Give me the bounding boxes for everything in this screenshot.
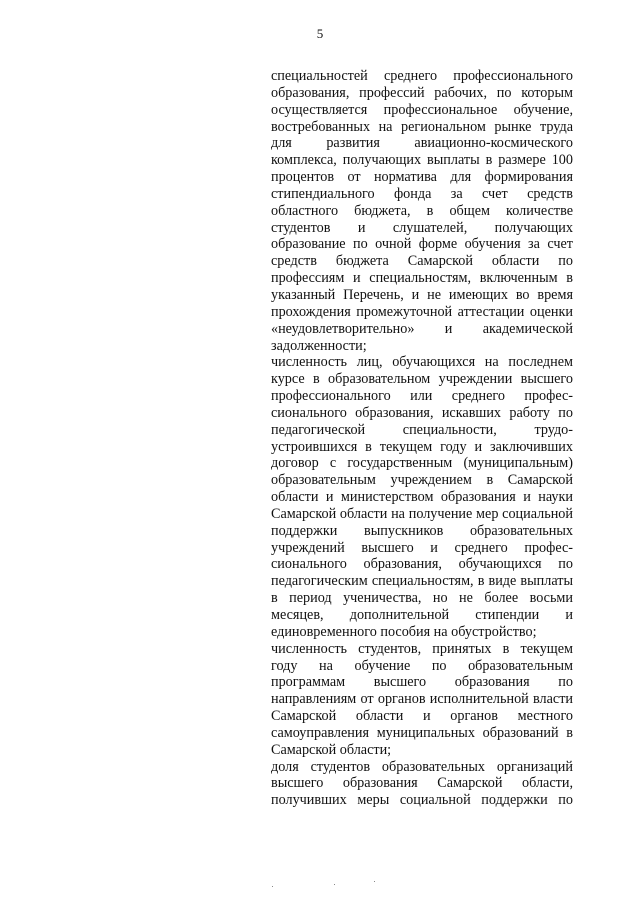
text-line: высшего образования Самарской области,	[271, 775, 573, 792]
text-line: поддержки выпускников образовательных	[271, 522, 573, 539]
text-line: комплекса, получающих выплаты в размере 100	[271, 152, 573, 169]
text-line: сионального образования, обучающихся по	[271, 556, 573, 573]
text-line: образования, профессий рабочих, по которым	[271, 84, 573, 101]
text-line: Самарской области на получение мер социальной	[271, 505, 573, 522]
text-line: указанный Перечень, и не имеющих во время	[271, 286, 573, 303]
text-line: профессионального или среднего профес-	[271, 388, 573, 405]
text-line: Самарской области;	[271, 741, 392, 758]
text-line: Самарской области и органов местного	[271, 708, 573, 725]
text-line: стипендиального фонда за счет средств	[271, 185, 573, 202]
document-body	[271, 68, 573, 809]
text-line: программам высшего образования по	[271, 674, 573, 691]
text-line: осуществляется профессиональное обучение,	[271, 101, 573, 118]
text-line: сионального образования, искавших работу по	[271, 404, 573, 421]
text-line: курсе в образовательном учреждении высшего	[271, 371, 573, 388]
text-line: задолженности;	[271, 337, 367, 354]
text-line: численность лиц, обучающихся на последнем	[271, 354, 573, 371]
page-number: 5	[316, 26, 324, 41]
text-line: прохождения промежуточной аттестации оценки	[271, 303, 573, 320]
text-line: образовательным учреждением в Самарской	[271, 472, 573, 489]
text-line: средств бюджета Самарской области по	[271, 253, 573, 270]
text-line: востребованных на региональном рынке труда	[271, 118, 573, 135]
text-line: году на обучение по образовательным	[271, 657, 573, 674]
text-line: численность студентов, принятых в текущем	[271, 640, 573, 657]
text-line: области и министерством образования и науки	[271, 489, 573, 506]
text-line: педагогическим специальностям, в виде выплаты	[271, 573, 573, 590]
text-line: получивших меры социальной поддержки по	[271, 792, 573, 809]
text-line: для развития авиационно-космического	[271, 135, 573, 152]
text-line: договор с государственным (муниципальным)	[271, 455, 573, 472]
text-line: педагогической специальности, трудо-	[271, 421, 573, 438]
text-line: направлениям от органов исполнительной власти	[271, 691, 573, 708]
text-line: доля студентов образовательных организаций	[271, 758, 573, 775]
text-line: месяцев, дополнительной стипендии и	[271, 607, 573, 623]
text-line: в период ученичества, но не более восьми	[271, 590, 573, 607]
text-line: процентов от норматива для формирования	[271, 169, 573, 186]
scan-artifacts	[270, 880, 390, 890]
text-line: «неудовлетворительно» и академической	[271, 320, 573, 337]
text-line: студентов и слушателей, получающих	[271, 219, 573, 236]
text-line: областного бюджета, в общем количестве	[271, 202, 573, 219]
text-line: профессиям и специальностям, включенным в	[271, 270, 573, 287]
text-line: единовременного пособия на обустройство;	[271, 623, 537, 640]
text-line: специальностей среднего профессионального	[271, 68, 573, 84]
text-line: образование по очной форме обучения за счет	[271, 236, 573, 253]
text-line: учреждений высшего и среднего профес-	[271, 539, 573, 556]
text-line: самоуправления муниципальных образований в	[271, 724, 573, 741]
text-line: устроившихся в текущем году и заключивших	[271, 438, 573, 455]
